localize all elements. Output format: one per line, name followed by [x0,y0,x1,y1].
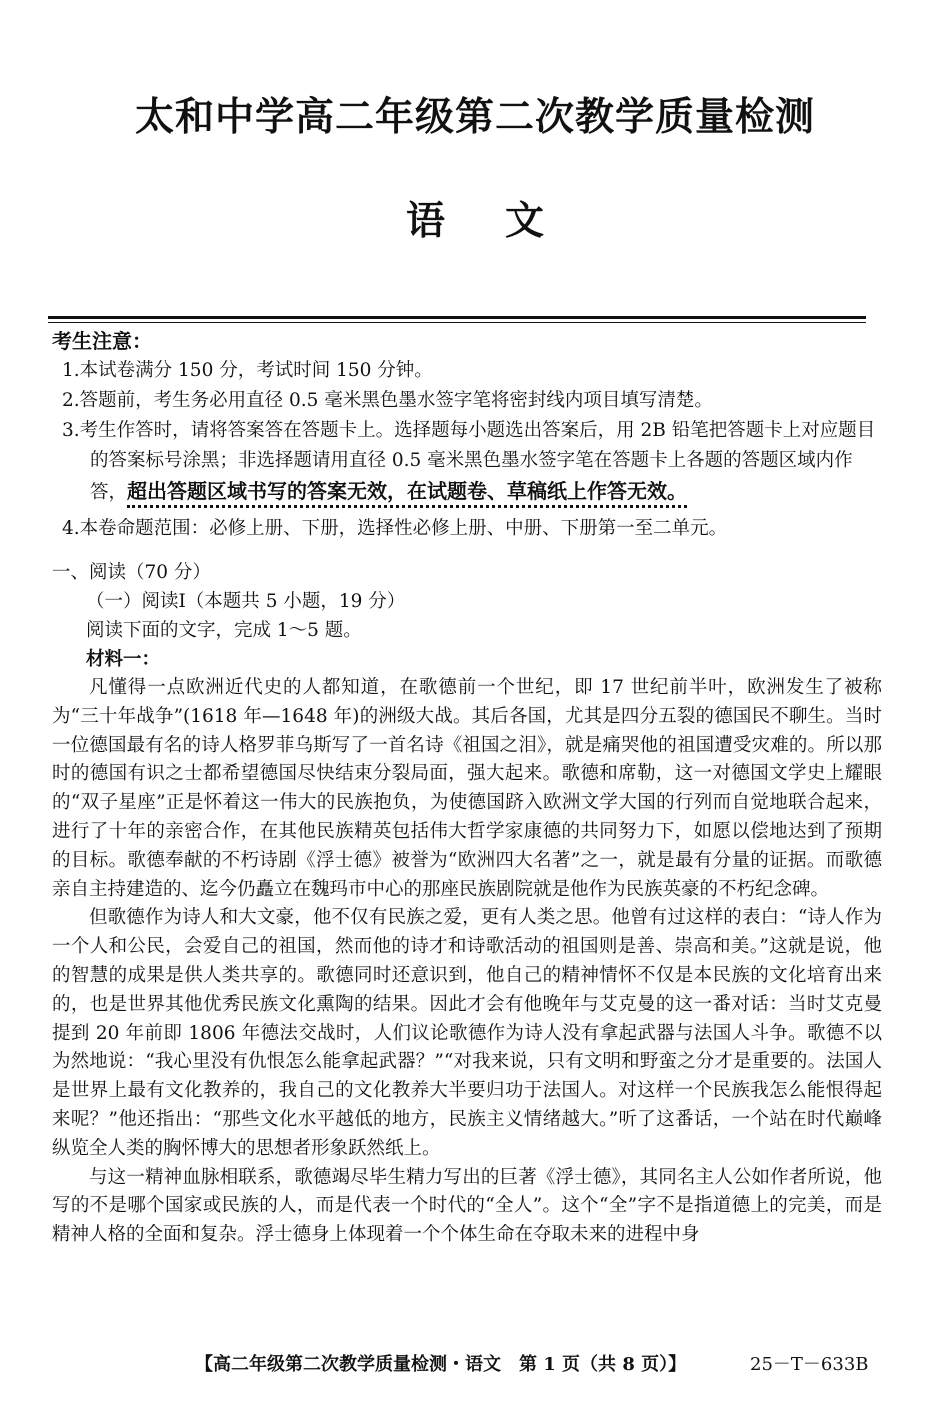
footer-label: 【高二年级第二次教学质量检测・语文 第 1 页（共 8 页）】 [195,1354,687,1375]
notice-item-1: 1.本试卷满分 150 分，考试时间 150 分钟。 [62,360,433,381]
divider-thin [48,322,866,323]
notice-item-3-text: 3.考生作答时，请将答案答在答题卡上。选择题每小题选出答案后，用 2B 铅笔把答题卡上对应题目的答案标号涂黑；非选择题请用直径 0.5 毫米黑色墨水签字笔在答题卡上各题的答题区域内作答， [62,420,876,503]
section-heading: 一、阅读（70 分） [52,562,211,583]
candidate-notice [52,326,882,544]
notice-item-3 [52,416,882,508]
divider-thick [48,316,866,319]
passage-paragraph-2: 但歌德作为诗人和大文豪，他不仅有民族之爱，更有人类之思。他曾有过这样的表白：“诗人作为一个人和公民，会爱自己的祖国，然而他的诗才和诗歌活动的祖国则是善、崇高和美。”这就是说，他的智慧的成果是供人类共享的。歌德同时还意识到，他自己的精神情怀不仅是本民族的文化培育出来的，也是世界其他优秀民族文化熏陶的结果。因此才会有他晚年与艾克曼的这一番对话：当时艾克曼提到 20 年前即 1806 年德法交战时，人们议论歌德作为诗人没有拿起武器与法国人斗争。歌德不以为然地说：“我心里没有仇恨怎么能拿起武器？”“对我来说，只有文明和野蛮之分才是重要的。法国人是世界上最有文化教养的，我自己的文化教养大半要归功于法国人。对这样一个民族我怎么能恨得起来呢？”他还指出：“那些文化水平越低的地方，民族主义情绪越大。”听了这番话，一个站在时代巅峰纵览全人类的胸怀博大的思想者形象跃然纸上。 [52,907,882,1159]
sub-section-heading: （一）阅读Ⅰ（本题共 5 小题，19 分） [86,591,406,612]
passage-paragraph-1: 凡懂得一点欧洲近代史的人都知道，在歌德前一个世纪，即 17 世纪前半叶，欧洲发生了被称为“三十年战争”(1618 年—1648 年)的洲级大战。其后各国，尤其是四分五裂的德国民不聊生。当时一位德国最有名的诗人格罗菲乌斯写了一首名诗《祖国之泪》，就是痛哭他的祖国遭受灾难的。所以那时的德国有识之士都希望德国尽快结束分裂局面，强大起来。歌德和席勒，这一对德国文学史上耀眼的“双子星座”正是怀着这一伟大的民族抱负，为使德国跻入欧洲文学大国的行列而自觉地联合起来，进行了十年的亲密合作，在其他民族精英包括伟大哲学家康德的共同努力下，如愿以偿地达到了预期的目标。歌德奉献的不朽诗剧《浮士德》被誉为“欧洲四大名著”之一，就是最有分量的证据。而歌德亲自主持建造的、迄今仍矗立在魏玛市中心的那座民族剧院就是他作为民族英豪的不朽纪念碑。 [52,677,882,900]
notice-item-4: 4.本卷命题范围：必修上册、下册，选择性必修上册、中册、下册第一至二单元。 [62,518,728,539]
notice-item-3-emphasis: 超出答题区域书写的答案无效，在试题卷、草稿纸上作答无效。 [127,479,687,508]
reading-instruction: 阅读下面的文字，完成 1～5 题。 [86,620,362,641]
passage-paragraph-3: 与这一精神血脉相联系，歌德竭尽毕生精力写出的巨著《浮士德》，其同名主人公如作者所说，他写的不是哪个国家或民族的人，而是代表一个时代的“全人”。这个“全”字不是指道德上的完美，而是精神人格的全面和复杂。浮士德身上体现着一个个体生命在夺取未来的进程中身 [52,1166,882,1246]
exam-title: 太和中学高二年级第二次教学质量检测 [134,94,815,140]
reading-section [52,558,882,1250]
subject-title: 语文 [405,198,604,244]
notice-heading: 考生注意： [52,329,152,353]
footer-code: 25－T－633B [750,1354,869,1375]
notice-item-2: 2.答题前，考生务必用直径 0.5 毫米黑色墨水签字笔将密封线内项目填写清楚。 [62,390,713,411]
material-label: 材料一： [86,649,161,670]
